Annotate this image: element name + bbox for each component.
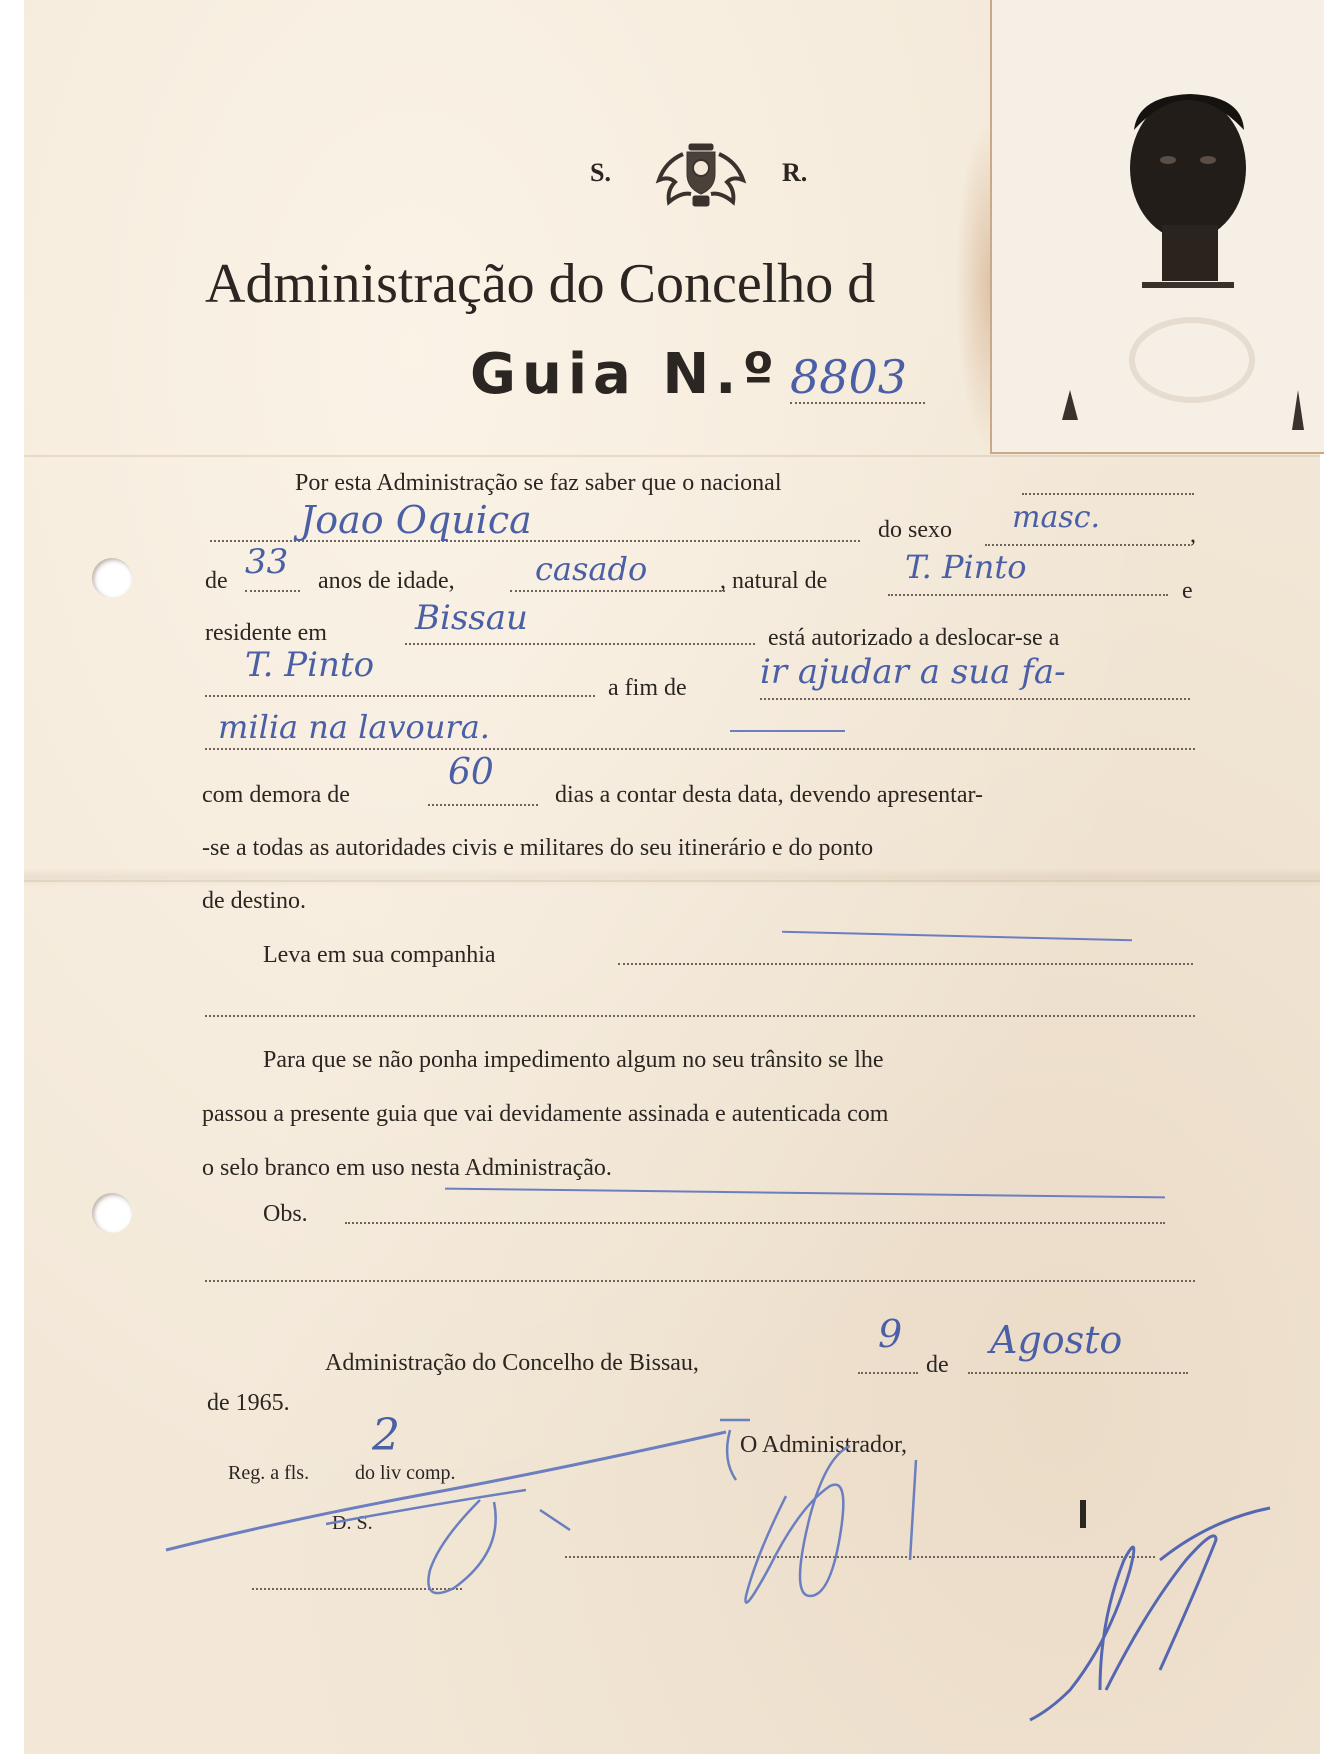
- dotted-line: [205, 1280, 1195, 1282]
- day-field: 9: [878, 1312, 903, 1356]
- dotted-line: [968, 1372, 1188, 1374]
- authorities-text: -se a todas as autoridades civis e militares do seu itinerário e do ponto: [202, 835, 874, 861]
- initials-signature: [150, 1390, 770, 1610]
- sex-label: do sexo: [878, 517, 952, 543]
- company-label: Leva em sua companhia: [263, 942, 496, 968]
- dotted-line: [618, 963, 1193, 965]
- dotted-line: [985, 544, 1190, 546]
- month-field: Agosto: [990, 1318, 1123, 1362]
- dotted-line: [245, 590, 300, 592]
- fold-line: [24, 455, 1320, 457]
- dotted-line: [205, 748, 1195, 750]
- authorized-label: está autorizado a deslocar-se a: [768, 625, 1060, 651]
- natural-label: , natural de: [720, 568, 828, 594]
- guia-number: 8803: [790, 350, 908, 404]
- coat-of-arms-icon: [653, 140, 749, 212]
- dotted-line: [345, 1222, 1165, 1224]
- dotted-line: [510, 590, 725, 592]
- resident-label: residente em: [205, 620, 327, 646]
- paragraph-line-3: o selo branco em uso nesta Administração.: [202, 1155, 612, 1181]
- fold-line: [24, 880, 1320, 882]
- de-label: de: [205, 568, 228, 594]
- administrator-label: O Administrador,: [740, 1432, 908, 1458]
- reg-label: Reg. a fls.: [228, 1462, 310, 1484]
- administrator-signature: [700, 1400, 940, 1620]
- blue-stroke: [730, 730, 845, 732]
- dotted-line: [858, 1372, 918, 1374]
- header-letter-r: R.: [782, 158, 808, 187]
- date-de-label: de: [926, 1352, 949, 1378]
- punch-hole: [92, 558, 132, 598]
- dotted-line: [888, 594, 1168, 596]
- large-signature: [1010, 1500, 1300, 1740]
- dotted-line: [1022, 493, 1194, 495]
- delay-text: dias a contar desta data, devendo apresentar-: [555, 782, 983, 808]
- reg-rest: do liv comp.: [355, 1462, 456, 1484]
- purpose-field-1: ir ajudar a sua fa-: [760, 652, 1066, 692]
- ds-label: D. S.: [332, 1512, 373, 1534]
- dotted-line: [428, 804, 538, 806]
- age-label: anos de idade,: [318, 568, 455, 594]
- comma: ,: [1190, 522, 1196, 548]
- destination-field: T. Pinto: [245, 645, 375, 685]
- sex-field: masc.: [1012, 500, 1101, 535]
- paragraph-line-1: Para que se não ponha impedimento algum no seu trânsito se lhe: [263, 1047, 884, 1073]
- intro-text: Por esta Administração se faz saber que o nacional: [295, 470, 782, 496]
- paragraph-line-2: passou a presente guia que vai devidamente assinada e autenticada com: [202, 1101, 889, 1127]
- destination-text: de destino.: [202, 888, 306, 914]
- age-field: 33: [245, 542, 289, 582]
- page-title: Administração do Concelho d: [205, 253, 876, 315]
- natural-field: T. Pinto: [905, 548, 1027, 586]
- purpose-field-2: milia na lavoura.: [218, 708, 490, 746]
- dotted-line: [205, 695, 595, 697]
- portrait-photo: [992, 0, 1324, 452]
- year-text: de 1965.: [207, 1390, 290, 1416]
- place-text: Administração do Concelho de Bissau,: [325, 1350, 699, 1376]
- delay-label: com demora de: [202, 782, 350, 808]
- resident-field: Bissau: [415, 598, 528, 638]
- guia-label: Guia N.º: [470, 342, 781, 407]
- punch-hole: [92, 1193, 132, 1233]
- dotted-line: [790, 402, 925, 404]
- name-field: Joao Oquica: [300, 498, 532, 542]
- dotted-line: [760, 698, 1190, 700]
- obs-label: Obs.: [263, 1201, 308, 1227]
- reg-field: 2: [372, 1410, 400, 1461]
- delay-field: 60: [448, 752, 494, 793]
- dotted-line: [205, 1015, 1195, 1017]
- id-photo: [990, 0, 1324, 454]
- header-letter-s: S.: [590, 158, 611, 187]
- e-label: e: [1182, 578, 1193, 604]
- purpose-label: a fim de: [608, 675, 687, 701]
- dotted-line: [405, 643, 755, 645]
- civil-status-field: casado: [535, 550, 648, 588]
